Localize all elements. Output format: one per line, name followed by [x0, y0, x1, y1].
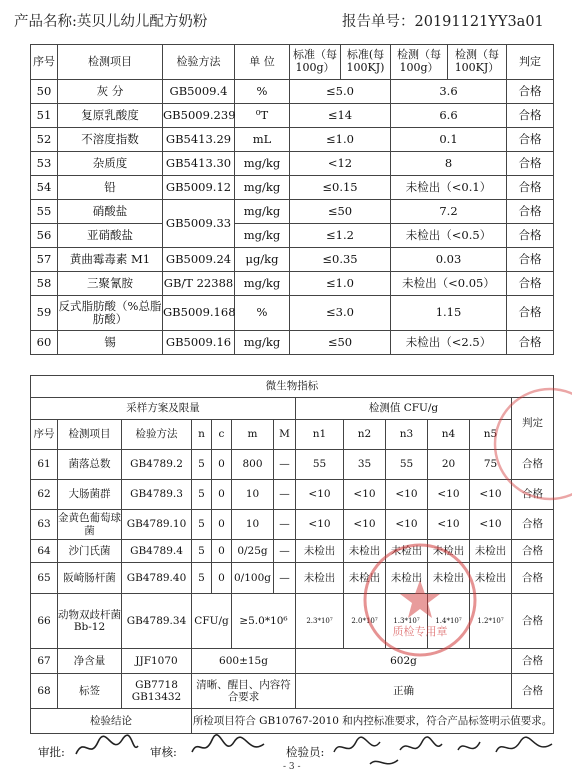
cell-n: 5	[192, 510, 212, 540]
cell-no: 61	[31, 450, 58, 480]
cell-method: GB/T 22388	[163, 272, 235, 296]
th2-n: n	[192, 420, 212, 450]
th2-item: 检测项目	[58, 420, 122, 450]
cell-std: ≤1.0	[290, 272, 391, 296]
cell-unit: mg/kg	[235, 176, 290, 200]
table1-row	[31, 152, 554, 176]
th2-n3: n3	[386, 420, 428, 450]
cell-n2: 35	[344, 450, 386, 480]
cell-n1: 55	[296, 450, 344, 480]
cell-n1: <10	[296, 510, 344, 540]
cell-no: 66	[31, 594, 58, 649]
cell-no: 52	[31, 128, 58, 152]
cell-method: GB4789.3	[122, 480, 192, 510]
cell-no: 64	[31, 540, 58, 563]
cell-item: 菌落总数	[58, 450, 122, 480]
cell-c: 0	[212, 480, 232, 510]
table1-row	[31, 296, 554, 331]
cell-n3: 1.3*10⁷	[386, 594, 428, 649]
page-number: - 3 -	[283, 762, 301, 772]
cell-unit: ⁰T	[235, 104, 290, 128]
cell-verdict: 合格	[507, 296, 554, 331]
cell-n1: 未检出	[296, 540, 344, 563]
cell-no: 54	[31, 176, 58, 200]
cell-item: 动物双歧杆菌 Bb-12	[58, 594, 122, 649]
cell-std: ≤1.2	[290, 224, 391, 248]
th-method: 检验方法	[163, 45, 235, 80]
cell-no: 57	[31, 248, 58, 272]
cell-method: GB7718 GB13432	[122, 674, 192, 709]
cell-item: 大肠菌群	[58, 480, 122, 510]
cell-item: 亚硝酸盐	[58, 224, 163, 248]
cell-unit: mg/kg	[235, 152, 290, 176]
cell-n4: 1.4*10⁷	[428, 594, 470, 649]
cell-result: 0.03	[391, 248, 507, 272]
cell-unit: mL	[235, 128, 290, 152]
cell-std: ≤3.0	[290, 296, 391, 331]
table2-title-row	[31, 376, 554, 398]
th2-method: 检验方法	[122, 420, 192, 450]
th2-n5: n5	[470, 420, 512, 450]
cell-verdict: 合格	[512, 563, 554, 594]
cell-item: 三聚氰胺	[58, 272, 163, 296]
cell-result: 8	[391, 152, 507, 176]
table1-row	[31, 331, 554, 355]
cell-item: 锡	[58, 331, 163, 355]
cell-m: 10	[232, 510, 274, 540]
cell-n2: 未检出	[344, 563, 386, 594]
cell-n4: 未检出	[428, 540, 470, 563]
cell-M: —	[274, 450, 296, 480]
cell-verdict: 合格	[507, 176, 554, 200]
cell-unit: %	[235, 80, 290, 104]
cell-verdict: 合格	[512, 649, 554, 674]
table1-row	[31, 200, 554, 224]
th2-n1: n1	[296, 420, 344, 450]
cell-no: 50	[31, 80, 58, 104]
cell-no: 58	[31, 272, 58, 296]
cell-method: GB5413.29	[163, 128, 235, 152]
th2-M: M	[274, 420, 296, 450]
cell-std: <12	[290, 152, 391, 176]
cell-method: GB5009.168	[163, 296, 235, 331]
table1-row	[31, 224, 554, 248]
cell-n1: <10	[296, 480, 344, 510]
review-label: 审批:	[38, 745, 65, 759]
cell-no: 67	[31, 649, 58, 674]
table1-row	[31, 176, 554, 200]
cell-n4: <10	[428, 480, 470, 510]
cell-verdict: 合格	[512, 540, 554, 563]
th-unit: 单 位	[235, 45, 290, 80]
cell-method: GB4789.34	[122, 594, 192, 649]
table1-row	[31, 272, 554, 296]
th2-n4: n4	[428, 420, 470, 450]
th-res-100kj: 检测（每100KJ）	[448, 45, 507, 80]
cell-method: GB4789.10	[122, 510, 192, 540]
inspector-signatures	[330, 732, 560, 772]
inspection-seal	[360, 540, 480, 660]
cell-n3: 未检出	[386, 563, 428, 594]
cell-no: 56	[31, 224, 58, 248]
cell-M: —	[274, 510, 296, 540]
cell-method: GB5009.16	[163, 331, 235, 355]
cell-std: ≤0.15	[290, 176, 391, 200]
cell-n5: 未检出	[470, 540, 512, 563]
cell-n3: 55	[386, 450, 428, 480]
cell-m: 10	[232, 480, 274, 510]
check-signature	[188, 732, 268, 762]
table1-row	[31, 104, 554, 128]
product-name: 产品名称:英贝儿幼儿配方奶粉	[14, 14, 208, 30]
cell-n3: <10	[386, 480, 428, 510]
cell-unit: mg/kg	[235, 272, 290, 296]
th2-n2: n2	[344, 420, 386, 450]
cell-n4: 未检出	[428, 563, 470, 594]
cell-n4: <10	[428, 510, 470, 540]
cell-unit: %	[235, 296, 290, 331]
cell-item: 灰 分	[58, 80, 163, 104]
cell-std: ≤0.35	[290, 248, 391, 272]
table2-header	[31, 420, 554, 450]
cell-item: 铅	[58, 176, 163, 200]
cell-verdict: 合格	[507, 331, 554, 355]
table1-row	[31, 248, 554, 272]
cell-M: —	[274, 540, 296, 563]
cell-limit: 清晰、醒目、内容符合要求	[192, 674, 296, 709]
cell-result: 未检出（<0.1）	[391, 176, 507, 200]
cell-result: 未检出（<0.5）	[391, 224, 507, 248]
table2-title: 微生物指标	[31, 376, 554, 398]
cell-no: 60	[31, 331, 58, 355]
cell-item: 标签	[58, 674, 122, 709]
inspector-label: 检验员:	[286, 745, 325, 759]
cell-item: 反式脂肪酸（%总脂肪酸）	[58, 296, 163, 331]
report-number: 报告单号：20191121YY3a01	[342, 14, 544, 30]
conclusion-label: 检验结论	[31, 709, 192, 734]
cell-std: ≤1.0	[290, 128, 391, 152]
cell-n4: 20	[428, 450, 470, 480]
cell-n3: 未检出	[386, 540, 428, 563]
cell-m: 0/25g	[232, 540, 274, 563]
cell-no: 59	[31, 296, 58, 331]
cell-verdict: 合格	[507, 80, 554, 104]
cell-verdict: 合格	[507, 128, 554, 152]
cell-n: 5	[192, 480, 212, 510]
cell-n: 5	[192, 540, 212, 563]
cell-method: GB5009.239	[163, 104, 235, 128]
conclusion-text: 所检项目符合 GB10767-2010 和内控标准要求，符合产品标签明示值要求。	[192, 709, 554, 734]
table1-row	[31, 128, 554, 152]
cell-n1: 2.3*10⁷	[296, 594, 344, 649]
cell-n5: <10	[470, 480, 512, 510]
cell-verdict: 合格	[507, 248, 554, 272]
cell-no: 68	[31, 674, 58, 709]
cell-verdict: 合格	[507, 272, 554, 296]
cell-method: GB4789.2	[122, 450, 192, 480]
cell-item: 复原乳酸度	[58, 104, 163, 128]
cell-verdict: 合格	[507, 104, 554, 128]
cell-verdict: 合格	[507, 224, 554, 248]
cell-verdict: 合格	[512, 674, 554, 709]
cell-item: 金黄色葡萄球菌	[58, 510, 122, 540]
cell-item: 沙门氏菌	[58, 540, 122, 563]
cell-no: 51	[31, 104, 58, 128]
cell-result: 0.1	[391, 128, 507, 152]
th-item: 检测项目	[58, 45, 163, 80]
cell-result: 7.2	[391, 200, 507, 224]
cell-verdict: 合格	[507, 152, 554, 176]
cell-unit: μg/kg	[235, 248, 290, 272]
th-std-100g: 标准（每100g）	[290, 45, 341, 80]
table2-row	[31, 674, 554, 709]
cell-m: 0/100g	[232, 563, 274, 594]
cell-n1: 未检出	[296, 563, 344, 594]
cell-n5: 75	[470, 450, 512, 480]
cell-limit: ≥5.0*10⁶	[232, 594, 296, 649]
cell-no: 55	[31, 200, 58, 224]
partial-seal	[490, 384, 572, 504]
table2-row	[31, 450, 554, 480]
cell-item: 阪崎肠杆菌	[58, 563, 122, 594]
cell-item: 净含量	[58, 649, 122, 674]
table2-group-row	[31, 398, 554, 420]
cell-unit: mg/kg	[235, 224, 290, 248]
cell-item: 黄曲霉毒素 M1	[58, 248, 163, 272]
cell-result: 未检出（<0.05）	[391, 272, 507, 296]
cell-m: 800	[232, 450, 274, 480]
cell-result: 6.6	[391, 104, 507, 128]
cell-n5: 未检出	[470, 563, 512, 594]
cell-M: —	[274, 563, 296, 594]
cell-n: 5	[192, 563, 212, 594]
cell-std: ≤50	[290, 200, 391, 224]
cell-unit: mg/kg	[235, 331, 290, 355]
cell-result: 未检出（<2.5）	[391, 331, 507, 355]
cell-no: 65	[31, 563, 58, 594]
cell-n5: <10	[470, 510, 512, 540]
th-verdict: 判定	[507, 45, 554, 80]
th2-m: m	[232, 420, 274, 450]
cell-n2: 2.0*10⁷	[344, 594, 386, 649]
sampling-header: 采样方案及限量	[31, 398, 296, 420]
cell-n2: <10	[344, 480, 386, 510]
th-std-100kj: 标准(每100KJ)	[341, 45, 391, 80]
cell-std: ≤14	[290, 104, 391, 128]
cell-result: 正确	[296, 674, 512, 709]
cell-verdict: 合格	[512, 594, 554, 649]
table2-row	[31, 480, 554, 510]
cell-item: 硝酸盐	[58, 200, 163, 224]
cell-method: JJF1070	[122, 649, 192, 674]
cell-item: 不溶度指数	[58, 128, 163, 152]
cell-no: 62	[31, 480, 58, 510]
cell-n3: <10	[386, 510, 428, 540]
review-signature	[72, 732, 142, 762]
result-header: 检测值 CFU/g	[296, 398, 512, 420]
cell-item: 杂质度	[58, 152, 163, 176]
cell-method: GB5009.4	[163, 80, 235, 104]
physchem-table	[30, 44, 554, 355]
cell-std: ≤5.0	[290, 80, 391, 104]
cell-c: 0	[212, 510, 232, 540]
cell-cfu: CFU/g	[192, 594, 232, 649]
th-no: 序号	[31, 45, 58, 80]
cell-n5: 1.2*10⁷	[470, 594, 512, 649]
cell-method: GB5009.33	[163, 200, 235, 248]
cell-result: 1.15	[391, 296, 507, 331]
th2-c: c	[212, 420, 232, 450]
cell-verdict: 合格	[512, 450, 554, 480]
cell-limit: 600±15g	[192, 649, 296, 674]
cell-result: 3.6	[391, 80, 507, 104]
cell-no: 53	[31, 152, 58, 176]
th2-no: 序号	[31, 420, 58, 450]
table1-header	[31, 45, 554, 80]
table2-row	[31, 510, 554, 540]
cell-method: GB5009.24	[163, 248, 235, 272]
cell-M: —	[274, 480, 296, 510]
cell-method: GB5413.30	[163, 152, 235, 176]
cell-verdict: 合格	[512, 480, 554, 510]
cell-no: 63	[31, 510, 58, 540]
cell-c: 0	[212, 563, 232, 594]
cell-n2: 未检出	[344, 540, 386, 563]
cell-c: 0	[212, 540, 232, 563]
cell-verdict: 合格	[507, 200, 554, 224]
cell-n: 5	[192, 450, 212, 480]
table1-row	[31, 80, 554, 104]
th-res-100g: 检测（每100g）	[391, 45, 448, 80]
cell-c: 0	[212, 450, 232, 480]
conclusion-row	[31, 709, 554, 734]
cell-result: 602g	[296, 649, 512, 674]
cell-method: GB4789.40	[122, 563, 192, 594]
report-header	[0, 4, 572, 32]
signature-footer	[0, 732, 572, 778]
cell-unit: mg/kg	[235, 200, 290, 224]
check-label: 审核:	[150, 745, 177, 759]
cell-std: ≤50	[290, 331, 391, 355]
cell-n2: <10	[344, 510, 386, 540]
th2-verdict: 判定	[512, 398, 554, 450]
cell-verdict: 合格	[512, 510, 554, 540]
seal-text: 质检专用章	[392, 625, 448, 638]
cell-method: GB4789.4	[122, 540, 192, 563]
cell-method: GB5009.12	[163, 176, 235, 200]
